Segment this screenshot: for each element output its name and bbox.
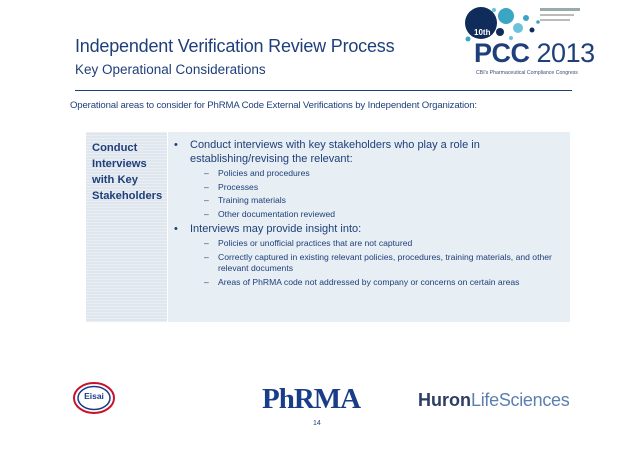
phrma-logo: PhRMA [262,383,361,415]
pcc-date-text [540,8,580,21]
sub-list [170,238,566,288]
sub-item: – Other documentation reviewed [170,209,566,221]
sub-item: – Policies or unofficial practices that are not captured [170,238,566,250]
pcc-year: 2013 [536,38,595,68]
pcc-name: PCC [474,38,530,68]
sub-item: – Processes [170,182,566,194]
huron-logo-light: LifeSciences [471,390,570,410]
content-table [86,132,570,322]
slide-subtitle: Key Operational Considerations [75,62,266,77]
row-label: Conduct Interviews with Key Stakeholders [92,142,163,202]
title-divider [75,90,572,91]
row-content-cell [170,138,566,290]
sub-list [170,168,566,220]
huron-logo-bold: Huron [418,390,471,410]
page-number: 14 [313,420,321,427]
pcc-logo-text [474,38,595,69]
sub-item: – Correctly captured in existing relevant policies, procedures, training materials, and other relevant documents [170,252,566,275]
row-label-cell [86,132,168,322]
sub-item: – Areas of PhRMA code not addressed by company or concerns on certain areas [170,277,566,289]
sub-item: – Policies and procedures [170,168,566,180]
huron-logo [418,390,569,411]
pcc-tenth-label: 10th [474,28,491,37]
slide-title: Independent Verification Review Process [75,36,395,56]
sub-item: – Training materials [170,195,566,207]
eisai-logo-text: Eisai [84,391,104,401]
bullet-item: • Interviews may provide insight into: [170,222,566,236]
intro-text: Operational areas to consider for PhRMA Code External Verifications by Independent Organization: [70,100,477,111]
bullet-item: • Conduct interviews with key stakeholders who play a role in establishing/revising the relevant: [170,138,566,166]
pcc-subtitle: CBI's Pharmaceutical Compliance Congress [476,70,578,76]
